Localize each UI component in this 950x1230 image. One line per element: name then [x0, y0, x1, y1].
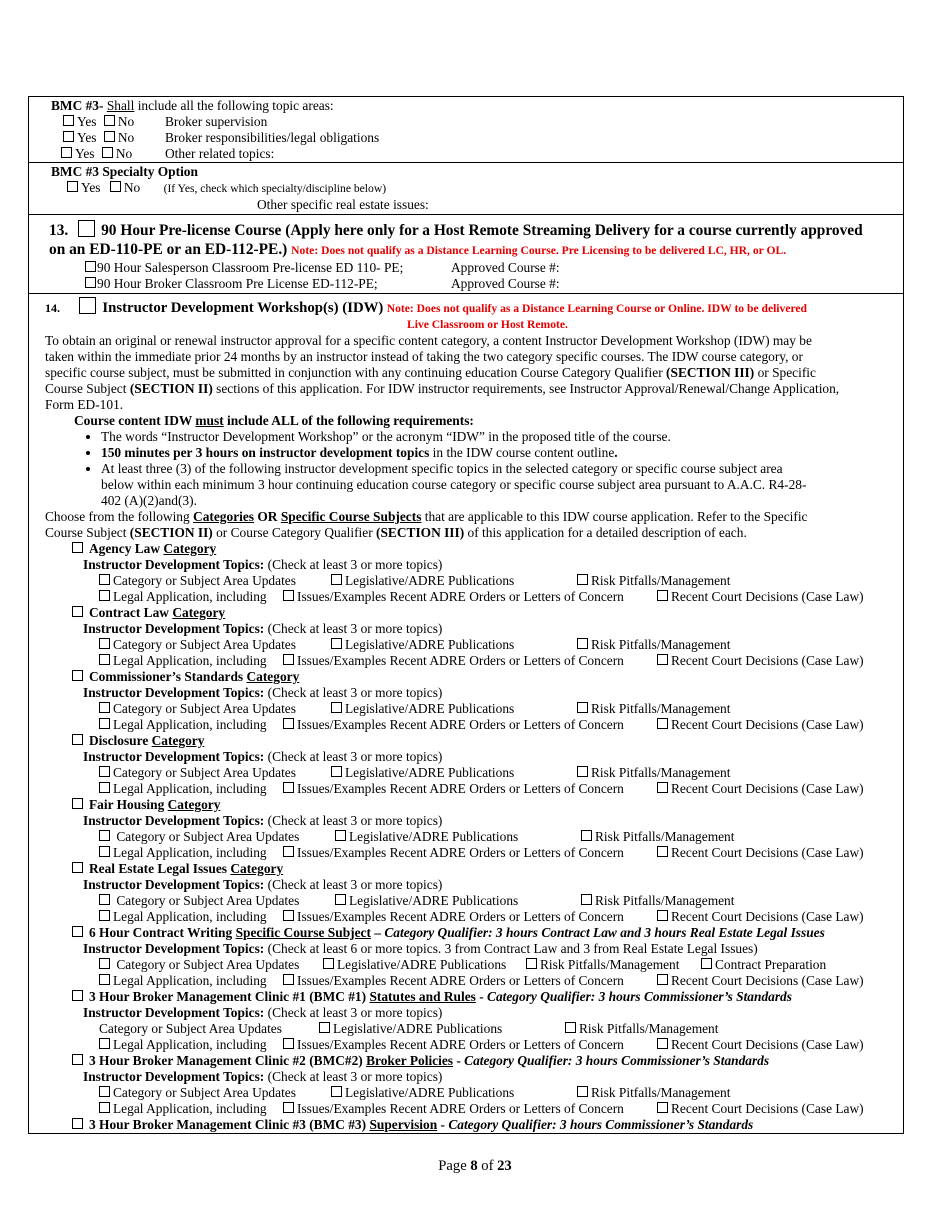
issues-checkbox[interactable] — [283, 782, 294, 793]
idw-checkbox[interactable] — [79, 297, 96, 314]
category-heading: Disclosure Category — [29, 733, 903, 749]
bmc3-specialty-row: Yes No (If Yes, check which specialty/discipline below) — [51, 180, 903, 197]
category-heading: Commissioner’s Standards Category — [29, 669, 903, 685]
issues-checkbox[interactable] — [283, 974, 294, 985]
bmc3-specialty-section — [29, 163, 903, 215]
risk-checkbox[interactable] — [577, 638, 588, 649]
topics-block — [29, 557, 903, 605]
bmc-clinic-heading: 3 Hour Broker Management Clinic #3 (BMC #3) Supervision - Category Qualifier: 3 hours Commissioner’s Standards — [29, 1117, 903, 1133]
yes-checkbox[interactable] — [63, 131, 74, 142]
yes-checkbox[interactable] — [67, 181, 78, 192]
topics-row: Category or Subject Area Updates Legislative/ADRE Publications Risk Pitfalls/Management — [29, 829, 903, 845]
legal-application-checkbox[interactable] — [99, 718, 110, 729]
topics-row: Legal Application, including Issues/Examples Recent ADRE Orders or Letters of Concern Recent Court Decisions (Case Law) — [29, 845, 903, 861]
legal-application-checkbox[interactable] — [99, 974, 110, 985]
court-decisions-checkbox[interactable] — [657, 974, 668, 985]
topics-heading: Instructor Development Topics: (Check at least 3 or more topics) — [83, 621, 443, 636]
bmc3-topic: Broker supervision — [165, 114, 268, 129]
risk-checkbox[interactable] — [577, 1086, 588, 1097]
prelicense-option: 90 Hour Salesperson Classroom Pre-license ED 110- PE; Approved Course #: — [49, 260, 903, 276]
other-issues: Other specific real estate issues: — [257, 197, 429, 212]
yes-checkbox[interactable] — [63, 115, 74, 126]
updates-checkbox[interactable] — [99, 894, 110, 905]
six-hour-heading: 6 Hour Contract Writing Specific Course Subject – Category Qualifier: 3 hours Contract Law and 3 hours Real Estate Legal Issues — [29, 925, 903, 941]
topics-row: Category or Subject Area Updates Legislative/ADRE Publications Risk Pitfalls/Management — [29, 893, 903, 909]
idw-note-line2: Live Classroom or Host Remote. — [407, 318, 568, 331]
requirement-item: • The words “Instructor Development Workshop” or the acronym “IDW” in the proposed title of the course. — [101, 429, 903, 445]
section-14-title: 14. Instructor Development Workshop(s) (IDW) Note: Does not qualify as a Distance Learning Course or Online. IDW to be delivered — [29, 295, 903, 317]
legislative-checkbox[interactable] — [319, 1022, 330, 1033]
risk-checkbox[interactable] — [581, 830, 592, 841]
bmc3-topic: Other related topics: — [165, 146, 275, 161]
no-checkbox[interactable] — [110, 181, 121, 192]
category-checkbox[interactable] — [72, 670, 83, 681]
bmc3-title: BMC #3- Shall include all the following topic areas: — [51, 98, 334, 113]
bmc3-specialty-title: BMC #3 Specialty Option — [51, 164, 198, 179]
topics-heading: Instructor Development Topics: (Check at least 3 or more topics) — [83, 557, 443, 572]
category-checkbox[interactable] — [72, 862, 83, 873]
section-13 — [29, 215, 903, 294]
legislative-checkbox[interactable] — [331, 702, 342, 713]
topics-heading: Instructor Development Topics: (Check at least 6 or more topics. 3 from Contract Law and 3 from Real Estate Legal Issues) — [83, 941, 758, 956]
legal-application-checkbox[interactable] — [99, 1102, 110, 1113]
updates-checkbox[interactable] — [99, 958, 110, 969]
category-checkbox[interactable] — [72, 734, 83, 745]
topics-heading: Instructor Development Topics: (Check at least 3 or more topics) — [83, 749, 443, 764]
topics-row: Legal Application, including Issues/Examples Recent ADRE Orders or Letters of Concern Recent Court Decisions (Case Law) — [29, 973, 903, 989]
court-decisions-checkbox[interactable] — [657, 1038, 668, 1049]
topics-row: Category or Subject Area Updates Legislative/ADRE Publications Risk Pitfalls/Management Contract Preparation — [29, 957, 903, 973]
category-heading: Contract Law Category — [29, 605, 903, 621]
bmc-clinic-heading: 3 Hour Broker Management Clinic #1 (BMC #1) Statutes and Rules - Category Qualifier: 3 hours Commissioner’s Standards — [29, 989, 903, 1005]
specialty-note: (If Yes, check which specialty/discipline below) — [163, 182, 387, 195]
section-13-title: 13. 90 Hour Pre-license Course (Apply here only for a Host Remote Streaming Delivery for a course currently approved — [49, 222, 863, 239]
legislative-checkbox[interactable] — [331, 574, 342, 585]
page-footer: Page 8 of 23 — [438, 1158, 512, 1174]
topics-block — [29, 813, 903, 861]
legislative-checkbox[interactable] — [335, 830, 346, 841]
court-decisions-checkbox[interactable] — [657, 910, 668, 921]
bmc-clinic-checkbox[interactable] — [72, 1054, 83, 1065]
topics-row: Category or Subject Area Updates Legislative/ADRE Publications Risk Pitfalls/Management — [29, 637, 903, 653]
topics-row: Category or Subject Area Updates Legislative/ADRE Publications Risk Pitfalls/Management — [29, 1085, 903, 1101]
topics-row: Legal Application, including Issues/Examples Recent ADRE Orders or Letters of Concern Recent Court Decisions (Case Law) — [29, 781, 903, 797]
court-decisions-checkbox[interactable] — [657, 782, 668, 793]
legal-application-checkbox[interactable] — [99, 846, 110, 857]
topics-row: Category or Subject Area Updates Legislative/ADRE Publications Risk Pitfalls/Management — [29, 765, 903, 781]
requirements-list — [29, 429, 903, 509]
legislative-checkbox[interactable] — [335, 894, 346, 905]
topics-row: Legal Application, including Issues/Examples Recent ADRE Orders or Letters of Concern Recent Court Decisions (Case Law) — [29, 1101, 903, 1117]
category-checkbox[interactable] — [72, 542, 83, 553]
court-decisions-checkbox[interactable] — [657, 590, 668, 601]
updates-checkbox[interactable] — [99, 702, 110, 713]
contract-prep-checkbox[interactable] — [701, 958, 712, 969]
prelicense-option: 90 Hour Broker Classroom Pre License ED-112-PE; Approved Course #: — [49, 276, 903, 292]
section-13-note: Note: Does not qualify as a Distance Learning Course. Pre Licensing to be delivered LC, HR, or OL. — [291, 244, 787, 257]
no-checkbox[interactable] — [104, 131, 115, 142]
requirement-item: • 150 minutes per 3 hours on instructor development topics in the IDW course content outline. — [101, 445, 903, 461]
topics-heading: Instructor Development Topics: (Check at least 3 or more topics) — [83, 1069, 443, 1084]
updates-checkbox[interactable] — [99, 766, 110, 777]
topics-heading: Instructor Development Topics: (Check at least 3 or more topics) — [83, 685, 443, 700]
approved-course-label: Approved Course #: — [451, 260, 560, 275]
court-decisions-checkbox[interactable] — [657, 654, 668, 665]
topics-row: Category or Subject Area Updates Legislative/ADRE Publications Risk Pitfalls/Management — [29, 701, 903, 717]
salesperson-checkbox[interactable] — [85, 261, 96, 272]
topics-block — [29, 621, 903, 669]
topics-block — [29, 1069, 903, 1117]
risk-checkbox[interactable] — [526, 958, 537, 969]
bmc3-row: Yes No Broker supervision — [51, 114, 903, 130]
issues-checkbox[interactable] — [283, 654, 294, 665]
legislative-checkbox[interactable] — [331, 1086, 342, 1097]
topics-row: Category or Subject Area Updates Legislative/ADRE Publications Risk Pitfalls/Management — [29, 573, 903, 589]
legal-application-checkbox[interactable] — [99, 654, 110, 665]
broker-checkbox[interactable] — [85, 277, 96, 288]
yes-checkbox[interactable] — [61, 147, 72, 158]
court-decisions-checkbox[interactable] — [657, 1102, 668, 1113]
topics-row: Legal Application, including Issues/Examples Recent ADRE Orders or Letters of Concern Recent Court Decisions (Case Law) — [29, 717, 903, 733]
topics-block — [29, 877, 903, 925]
topics-block — [29, 749, 903, 797]
category-heading: Real Estate Legal Issues Category — [29, 861, 903, 877]
bmc3-row: Yes No Broker responsibilities/legal obligations — [51, 130, 903, 146]
idw-intro: To obtain an original or renewal instructor approval for a specific content category, a content Instructor Development Workshop (IDW) may be taken within the immediate prior 24 months by an instructor instead of taking the two category specific courses. The IDW course category, or specific course subject, must be submitted in conjunction with any continuing education Course Category Qualifier (SECTION III) or Specific Course Subject (SECTION II) sections of this application. For IDW instructor requirements, see Instructor Approval/Renewal/Change Application, Form ED-101. — [45, 333, 840, 412]
court-decisions-checkbox[interactable] — [657, 846, 668, 857]
topics-row: Legal Application, including Issues/Examples Recent ADRE Orders or Letters of Concern Recent Court Decisions (Case Law) — [29, 909, 903, 925]
category-checkbox[interactable] — [72, 798, 83, 809]
choose-instructions: Choose from the following Categories OR Specific Course Subjects that are applicable to this IDW course application. Refer to the Specific Course Subject (SECTION II) or Course Category Qualifier (SECTION III) of this application for a detailed description of each. — [45, 509, 808, 540]
section-14 — [29, 294, 903, 1133]
topics-row: Category or Subject Area Updates Legislative/ADRE Publications Risk Pitfalls/Management — [99, 1021, 719, 1036]
issues-checkbox[interactable] — [283, 1102, 294, 1113]
topics-row: Legal Application, including Issues/Examples Recent ADRE Orders or Letters of Concern Recent Court Decisions (Case Law) — [29, 1037, 903, 1053]
approved-course-label: Approved Course #: — [451, 276, 560, 291]
risk-checkbox[interactable] — [577, 574, 588, 585]
risk-checkbox[interactable] — [565, 1022, 576, 1033]
updates-checkbox[interactable] — [99, 574, 110, 585]
court-decisions-checkbox[interactable] — [657, 718, 668, 729]
risk-checkbox[interactable] — [581, 894, 592, 905]
topics-block — [29, 685, 903, 733]
bmc-clinic-checkbox[interactable] — [72, 990, 83, 1001]
risk-checkbox[interactable] — [577, 766, 588, 777]
updates-checkbox[interactable] — [99, 830, 110, 841]
category-checkbox[interactable] — [72, 606, 83, 617]
category-list — [29, 541, 903, 1133]
topics-row: Legal Application, including Issues/Examples Recent ADRE Orders or Letters of Concern Recent Court Decisions (Case Law) — [29, 589, 903, 605]
bmc3-row: Yes No Other related topics: — [51, 146, 903, 162]
legislative-checkbox[interactable] — [323, 958, 334, 969]
category-heading: Fair Housing Category — [29, 797, 903, 813]
bmc3-topic: Broker responsibilities/legal obligations — [165, 130, 380, 145]
legal-application-checkbox[interactable] — [99, 590, 110, 601]
form-page — [28, 96, 904, 1134]
topics-heading: Instructor Development Topics: (Check at least 3 or more topics) — [83, 877, 443, 892]
requirement-item: • At least three (3) of the following instructor development specific topics in the selected category or specific course subject area below within each minimum 3 hour continuing education course category or specific course subject area pursuant to A.A.C. R4-28- 402 (A)(2)and(3). — [101, 461, 903, 509]
idw-note: Note: Does not qualify as a Distance Learning Course or Online. IDW to be delivered — [386, 302, 808, 315]
requirements-title: Course content IDW must include ALL of the following requirements: — [74, 413, 474, 428]
legislative-checkbox[interactable] — [331, 638, 342, 649]
topics-block — [29, 1005, 903, 1053]
no-checkbox[interactable] — [104, 115, 115, 126]
bmc-clinic-checkbox[interactable] — [72, 1118, 83, 1129]
legal-application-checkbox[interactable] — [99, 1038, 110, 1049]
section-13-title-line2: on an ED-110-PE or an ED-112-PE.) Note: Does not qualify as a Distance Learning Course. Pre Licensing to be delivered LC, HR, or OL. — [49, 241, 787, 258]
bmc-clinic-heading: 3 Hour Broker Management Clinic #2 (BMC#2) Broker Policies - Category Qualifier: 3 hours Commissioner’s Standards — [29, 1053, 903, 1069]
issues-checkbox[interactable] — [283, 718, 294, 729]
six-hour-checkbox[interactable] — [72, 926, 83, 937]
section-13-checkbox[interactable] — [78, 220, 95, 237]
updates-checkbox[interactable] — [99, 638, 110, 649]
risk-checkbox[interactable] — [577, 702, 588, 713]
topics-heading: Instructor Development Topics: (Check at least 3 or more topics) — [83, 813, 443, 828]
no-checkbox[interactable] — [102, 147, 113, 158]
topics-block — [29, 941, 903, 989]
topics-heading: Instructor Development Topics: (Check at least 3 or more topics) — [83, 1005, 443, 1020]
legal-application-checkbox[interactable] — [99, 910, 110, 921]
issues-checkbox[interactable] — [283, 1038, 294, 1049]
issues-checkbox[interactable] — [283, 846, 294, 857]
bmc3-section — [29, 97, 903, 163]
topics-row: Legal Application, including Issues/Examples Recent ADRE Orders or Letters of Concern Recent Court Decisions (Case Law) — [29, 653, 903, 669]
issues-checkbox[interactable] — [283, 910, 294, 921]
issues-checkbox[interactable] — [283, 590, 294, 601]
updates-checkbox[interactable] — [99, 1086, 110, 1097]
legal-application-checkbox[interactable] — [99, 782, 110, 793]
legislative-checkbox[interactable] — [331, 766, 342, 777]
category-heading: Agency Law Category — [29, 541, 903, 557]
